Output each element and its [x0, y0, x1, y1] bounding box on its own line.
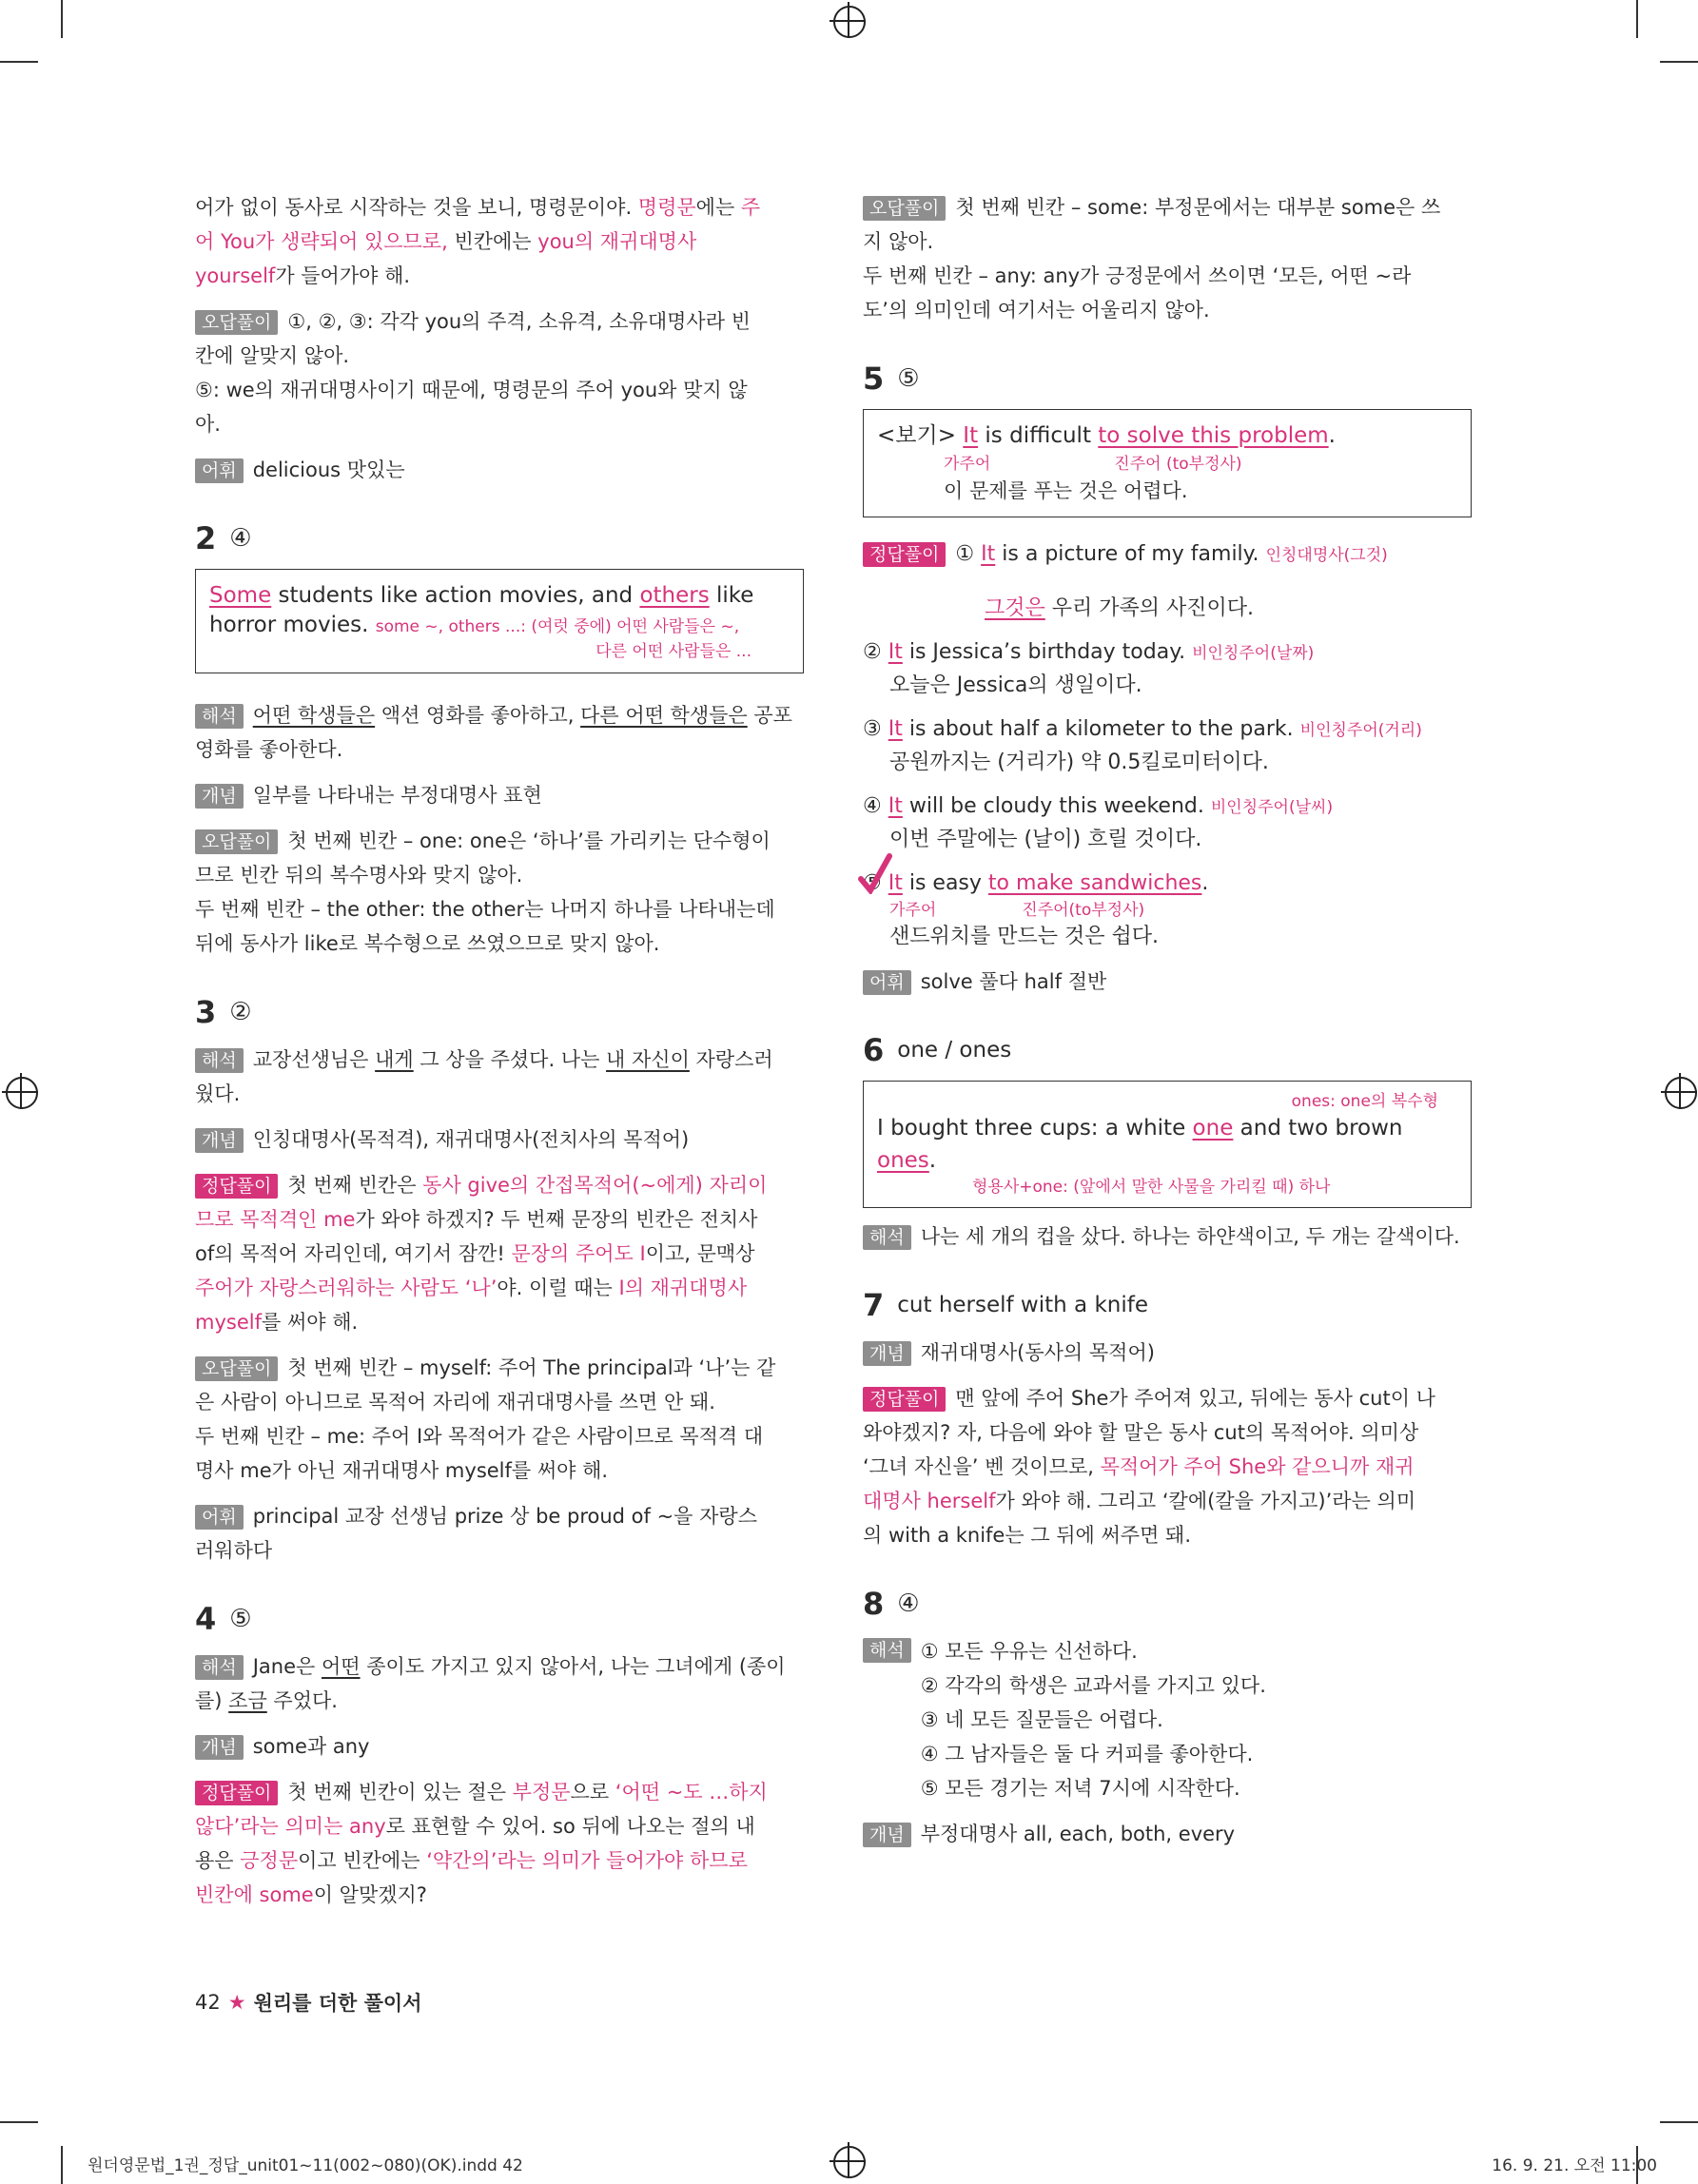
- question-4-header: 4 ⑤: [195, 1601, 252, 1637]
- q4-answer-explanation: 정답풀이 첫 번째 빈칸이 있는 절은 부정문으로 ‘어떤 ~도 …하지 않다’라는 의미는 any로 표현할 수 있어. so 뒤에 나오는 절의 내 용은 긍정문이고 빈칸에는 ‘약간의’라는 의미가 들어가야 하므로 빈칸에 some이 알맞겠지?: [195, 1781, 768, 1906]
- check-mark-icon: [857, 852, 895, 894]
- question-3-header: 3 ②: [195, 994, 252, 1030]
- vocab-tag: 어휘: [195, 458, 244, 483]
- crop-mark-tr-h: [1660, 61, 1698, 63]
- crop-mark-tl-v: [61, 0, 63, 38]
- registration-mark-top: [833, 6, 866, 38]
- crop-mark-tr-v: [1636, 0, 1638, 38]
- q2-concept: 개념 일부를 나타내는 부정대명사 표현: [195, 778, 804, 812]
- q3-answer-explanation: 정답풀이 첫 번째 빈칸은 동사 give의 간접목적어(~에게) 자리이 므로 목적격인 me가 와야 하겠지? 두 번째 문장의 빈칸은 전치사 of의 목적어 자리인데, 여기서 잠깐! 문장의 주어도 I이고, 문맥상 주어가 자랑스러워하는 사람도 ‘나’야. 이럴 때는 I의 재귀대명사 myself를 써야 해.: [195, 1174, 768, 1334]
- intro-wrong-explanation: 오답풀이 ①, ②, ③: 각각 you의 주격, 소유격, 소유대명사라 빈 칸에 알맞지 않아. ⑤: we의 재귀대명사이기 때문에, 명령문의 주어 you와 맞지 않 아.: [195, 310, 751, 436]
- page-footer: [195, 1988, 421, 2017]
- q5-item-3: ③ It is about half a kilometer to the park. 비인칭주어(거리) 공원까지는 (거리가) 약 0.5킬로미터이다.: [863, 717, 1422, 774]
- question-6-header: 6 one / ones: [863, 1032, 1012, 1068]
- question-7-header: 7 cut herself with a knife: [863, 1287, 1148, 1323]
- q3-vocab: 어휘 principal 교장 선생님 prize 상 be proud of ~을 자랑스 러워하다: [195, 1505, 757, 1562]
- q7-concept: 개념 재귀대명사(동사의 목적어): [863, 1336, 1472, 1370]
- crop-mark-bl-v: [61, 2146, 63, 2184]
- q6-interpretation: 해석 나는 세 개의 컵을 샀다. 하나는 하얀색이고, 두 개는 갈색이다.: [863, 1219, 1472, 1254]
- q5-vocab: 어휘 solve 풀다 half 절반: [863, 965, 1472, 999]
- slug-date: 16. 9. 21. 오전 11:00: [1492, 2156, 1657, 2175]
- crop-mark-tl-h: [0, 61, 38, 63]
- q3-interpretation: 해석 교장선생님은 내게 그 상을 주셨다. 나는 내 자신이 자랑스러 웠다.: [195, 1048, 773, 1105]
- slug-file: 원더영문법_1권_정답_unit01~11(002~080)(OK).indd 42: [88, 2156, 523, 2175]
- q5-item-5: ⑤ It is easy to make sandwiches. 가주어 진주어(to부정사) 샌드위치를 만드는 것은 쉽다.: [863, 868, 1472, 953]
- registration-mark-right: [1665, 1077, 1697, 1109]
- q4-interpretation: 해석 Jane은 어떤 종이도 가지고 있지 않아서, 나는 그녀에게 (종이 를) 조금 주었다.: [195, 1655, 786, 1712]
- q5-example-box: <보기> It is difficult to solve this problem. 가주어 진주어 (to부정사) 이 문제를 푸는 것은 어렵다.: [863, 409, 1472, 517]
- q4-wrong: 오답풀이 첫 번째 빈칸 – some: 부정문에서는 대부분 some은 쓰 지 않아. 두 번째 빈칸 – any: any가 긍정문에서 쓰이면 ‘모든, 어떤 ~라 도’의 의미인데 여기서는 어울리지 않아.: [863, 196, 1441, 322]
- right-column: [863, 190, 1472, 1862]
- question-2-header: 2 ④: [195, 520, 252, 556]
- q8-interpretation: 해석 ① 모든 우유는 신선하다. ② 각각의 학생은 교과서를 가지고 있다. ③ 네 모든 질문들은 어렵다. ④ 그 남자들은 둘 다 커피를 좋아한다. ⑤ 모든 경기는 저녁 7시에 시작한다.: [863, 1634, 1472, 1805]
- q2-wrong: 오답풀이 첫 번째 빈칸 – one: one은 ‘하나’를 가리키는 단수형이 므로 빈칸 뒤의 복수명사와 맞지 않아. 두 번째 빈칸 – the other: the other는 나머지 하나를 나타내는데 뒤에 동사가 like로 복수형으로 쓰였으므로 맞지 않아.: [195, 829, 775, 955]
- q6-example-box: ones: one의 복수형 I bought three cups: a white one and two brown ones. 형용사+one: (앞에서 말한 사물을 가리킬 때) 하나: [863, 1081, 1472, 1208]
- question-8-header: 8 ④: [863, 1586, 920, 1622]
- question-5-header: 5 ⑤: [863, 361, 920, 397]
- crop-mark-br-h: [1660, 2121, 1698, 2123]
- wrong-tag: 오답풀이: [195, 310, 278, 335]
- intro-vocab: 어휘 delicious 맛있는: [195, 453, 804, 487]
- page-number: 42: [195, 1991, 221, 2014]
- registration-mark-left: [6, 1077, 38, 1109]
- crop-mark-bl-h: [0, 2121, 38, 2123]
- left-column: [195, 190, 804, 1923]
- q3-concept: 개념 인칭대명사(목적격), 재귀대명사(전치사의 목적어): [195, 1122, 804, 1157]
- q2-interpretation: 해석 어떤 학생들은 액션 영화를 좋아하고, 다른 어떤 학생들은 공포 영화를 좋아한다.: [195, 704, 792, 761]
- book-title: 원리를 더한 풀이서: [253, 1992, 422, 2015]
- q3-wrong: 오답풀이 첫 번째 빈칸 – myself: 주어 The principal과 ‘나’는 같 은 사람이 아니므로 목적어 자리에 재귀대명사를 쓰면 안 돼. 두 번째 빈칸 – me: 주어 I와 목적어가 같은 사람이므로 목적격 대 명사 me가 아닌 재귀대명사 myself를 써야 해.: [195, 1356, 776, 1482]
- q7-answer-explanation: 정답풀이 맨 앞에 주어 She가 주어져 있고, 뒤에는 동사 cut이 나 와야겠지? 자, 다음에 와야 할 말은 동사 cut의 목적어야. 의미상 ‘그녀 자신을’ 벤 것이므로, 목적어가 주어 She와 같으니까 재귀 대명사 herself가 와야 해. 그리고 ‘칼에(칼을 가지고)’라는 의미 의 with a knife는 그 뒤에 써주면 돼.: [863, 1387, 1435, 1547]
- q5-item-1: 정답풀이 ① It is a picture of my family. 인칭대명사(그것) 그것은 우리 가족의 사진이다.: [863, 538, 1472, 625]
- q5-item-4: ④ It will be cloudy this weekend. 비인칭주어(날씨) 이번 주말에는 (날이) 흐릴 것이다.: [863, 794, 1334, 851]
- q5-item-2: ② It is Jessica’s birthday today. 비인칭주어(날짜) 오늘은 Jessica의 생일이다.: [863, 640, 1315, 697]
- q8-concept: 개념 부정대명사 all, each, both, every: [863, 1817, 1472, 1851]
- print-slug: [88, 2152, 1657, 2175]
- intro-explanation: 어가 없이 동사로 시작하는 것을 보니, 명령문이야. 명령문에는 주 어 You가 생략되어 있으므로, 빈칸에는 you의 재귀대명사 yourself가 들어가야 해.: [195, 196, 761, 287]
- q2-example-box: Some students like action movies, and others like horror movies. some ~, others ...: (여럿 중에) 어떤 사람들은 ~, 다른 어떤 사람들은 ...: [195, 569, 804, 673]
- q4-concept: 개념 some과 any: [195, 1729, 804, 1764]
- star-icon: ★: [227, 1991, 246, 2014]
